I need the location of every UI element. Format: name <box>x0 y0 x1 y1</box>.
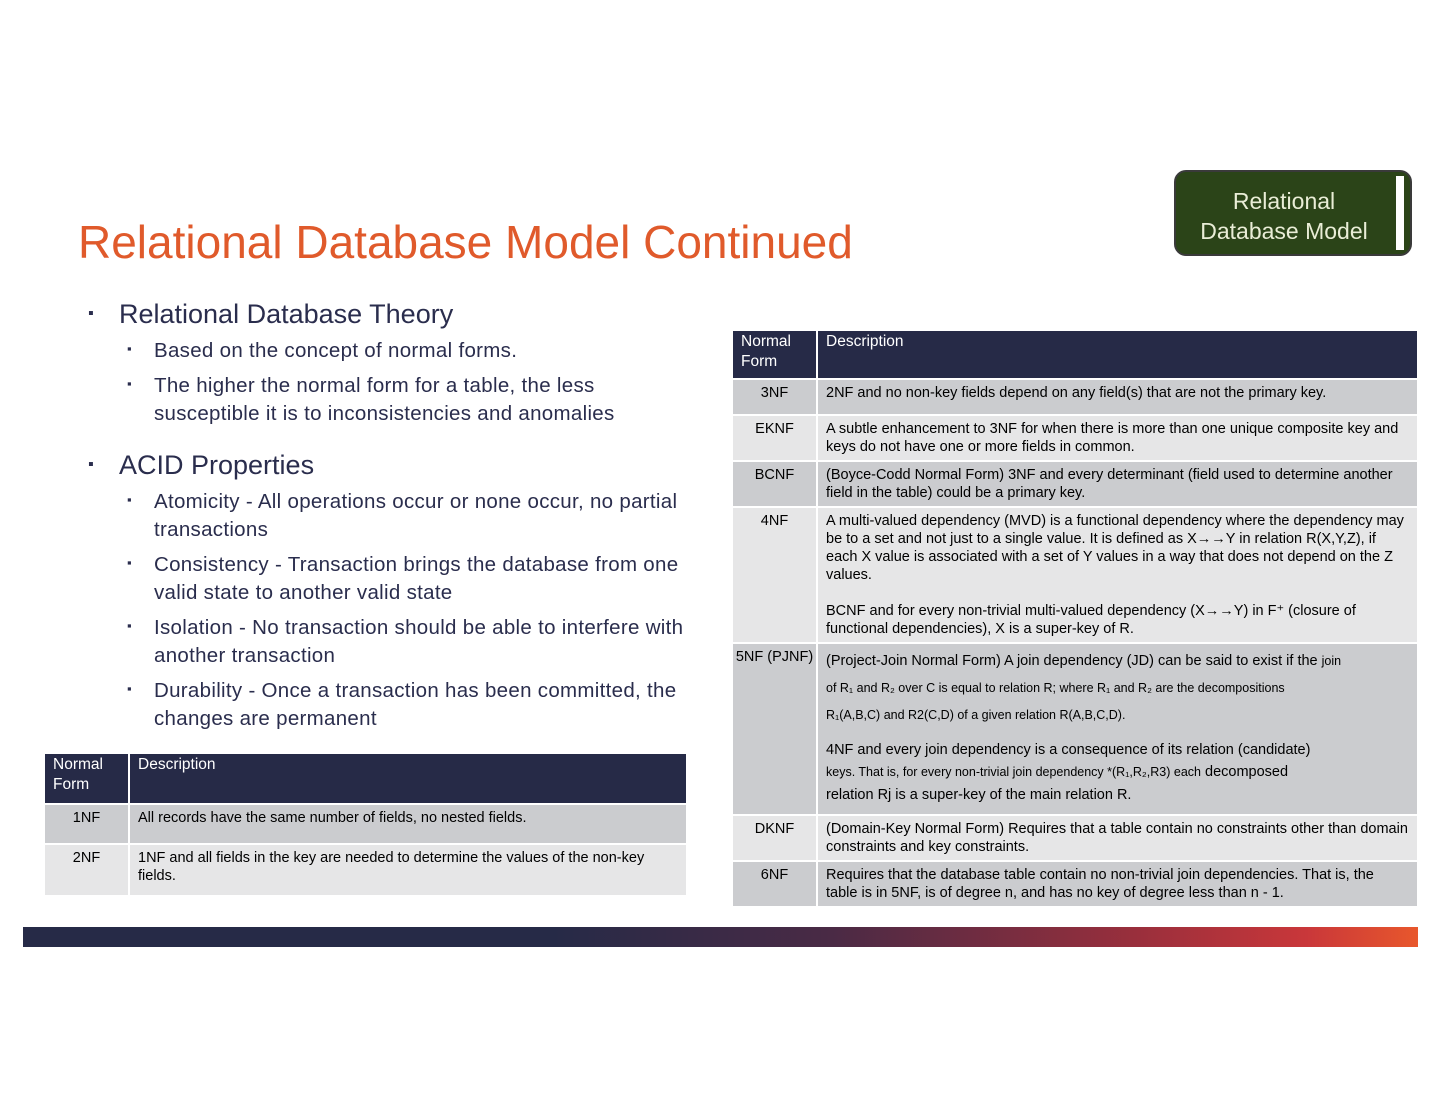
normal-form-cell: 2NF <box>44 844 129 896</box>
description-cell: (Boyce-Codd Normal Form) 3NF and every determinant (field used to determine another field in the table) could be a primary key. <box>817 461 1418 507</box>
bullet-level-2 <box>88 614 698 670</box>
normal-form-cell: 5NF (PJNF) <box>732 643 817 815</box>
bullet-marker-icon: ▪ <box>127 376 132 391</box>
bullet-level-2 <box>88 488 698 544</box>
bullet-marker-icon: ▪ <box>88 456 94 473</box>
bullet-marker-icon: ▪ <box>127 681 132 696</box>
normal-form-cell: 6NF <box>732 861 817 907</box>
badge-accent-bar <box>1396 176 1404 250</box>
bullet-marker-icon: ▪ <box>127 555 132 570</box>
description-line <box>826 759 1409 786</box>
normal-form-cell: DKNF <box>732 815 817 861</box>
table-header-description: Description <box>129 753 687 804</box>
description-line: of R₁ and R₂ over C is equal to relation R; where R₁ and R₂ are the decompositions <box>826 681 1285 695</box>
bullet-text: Relational Database Theory <box>119 299 454 329</box>
bullet-level-1 <box>88 298 698 330</box>
description-line: R₁(A,B,C) and R2(C,D) of a given relation R(A,B,C,D). <box>826 708 1126 722</box>
description-paragraph: A multi-valued dependency (MVD) is a functional dependency where the dependency may be to a set and not just to a single value. It is defined as X→→Y in relation R(X,Y,Z), if each X value is associated with a set of Y values in a way that does not depend on the Z values. <box>826 513 1404 583</box>
badge-line-1: Relational <box>1232 188 1336 214</box>
bullet-level-1 <box>88 449 698 481</box>
bullet-level-2 <box>88 337 698 365</box>
normal-form-cell: 3NF <box>732 379 817 415</box>
badge-line-2: Database Model <box>1200 218 1368 244</box>
description-cell: All records have the same number of fields, no nested fields. <box>129 804 687 844</box>
normal-form-cell: EKNF <box>732 415 817 461</box>
table-row <box>732 643 1418 815</box>
bullet-marker-icon: ▪ <box>88 305 94 322</box>
bullet-text: Atomicity - All operations occur or none occur, no partial transactions <box>154 490 678 541</box>
table-header-normal-form: Normal Form <box>44 753 129 804</box>
bullet-list <box>88 292 698 733</box>
bullet-marker-icon: ▪ <box>127 618 132 633</box>
description-cell <box>817 507 1418 643</box>
description-line: 4NF and every join dependency is a consequence of its relation (candidate) <box>826 742 1311 758</box>
section-badge <box>1174 170 1412 256</box>
bullet-level-2 <box>88 677 698 733</box>
description-text: decomposed <box>1205 764 1289 780</box>
table-row <box>732 815 1418 861</box>
description-text: join <box>1321 654 1342 668</box>
description-text: (Project-Join Normal Form) A join dependency (JD) can be said to exist if the <box>826 653 1318 669</box>
bullet-text: ACID Properties <box>119 450 315 480</box>
table-row <box>44 804 687 844</box>
bullet-text: Durability - Once a transaction has been committed, the changes are permanent <box>154 679 677 730</box>
table-row <box>732 461 1418 507</box>
description-line <box>826 648 1409 675</box>
description-cell: 1NF and all fields in the key are needed to determine the values of the non-key fields. <box>129 844 687 896</box>
normal-form-cell: 1NF <box>44 804 129 844</box>
table-header-normal-form: Normal Form <box>732 330 817 379</box>
normal-form-cell: BCNF <box>732 461 817 507</box>
description-text: keys. That is, for every non-trivial join dependency *(R₁,R₂,R3) each <box>826 765 1201 779</box>
table-header-description: Description <box>817 330 1418 379</box>
normal-form-cell: 4NF <box>732 507 817 643</box>
description-cell: Requires that the database table contain no non-trivial join dependencies. That is, the table is in 5NF, is of degree n, and has no key of degree less than n - 1. <box>817 861 1418 907</box>
table-row <box>732 861 1418 907</box>
normal-forms-table-right <box>731 329 1419 908</box>
slide-title: Relational Database Model Continued <box>78 216 853 268</box>
description-cell: (Domain-Key Normal Form) Requires that a table contain no constraints other than domain constraints and key constraints. <box>817 815 1418 861</box>
bullet-level-2 <box>88 372 698 428</box>
bullet-marker-icon: ▪ <box>127 341 132 356</box>
bullet-text: Based on the concept of normal forms. <box>154 339 518 362</box>
bullet-marker-icon: ▪ <box>127 492 132 507</box>
table-row <box>732 415 1418 461</box>
description-cell: A subtle enhancement to 3NF for when there is more than one unique composite key and keys do not have one or more fields in common. <box>817 415 1418 461</box>
table-row <box>732 379 1418 415</box>
table-row <box>44 844 687 896</box>
bullet-text: Consistency - Transaction brings the database from one valid state to another valid state <box>154 553 679 604</box>
description-cell <box>817 643 1418 815</box>
bullet-level-2 <box>88 551 698 607</box>
normal-forms-table-left <box>43 752 688 897</box>
description-cell: 2NF and no non-key fields depend on any field(s) that are not the primary key. <box>817 379 1418 415</box>
description-paragraph: BCNF and for every non-trivial multi-valued dependency (X→→Y) in F⁺ (closure of functional dependencies), X is a super-key of R. <box>826 603 1356 637</box>
table-row <box>732 507 1418 643</box>
footer-gradient-bar <box>23 927 1418 947</box>
bullet-text: Isolation - No transaction should be able to interfere with another transaction <box>154 616 684 667</box>
bullet-text: The higher the normal form for a table, the less susceptible it is to inconsistencies and anomalies <box>154 374 615 425</box>
description-line: relation Rj is a super-key of the main relation R. <box>826 787 1132 803</box>
